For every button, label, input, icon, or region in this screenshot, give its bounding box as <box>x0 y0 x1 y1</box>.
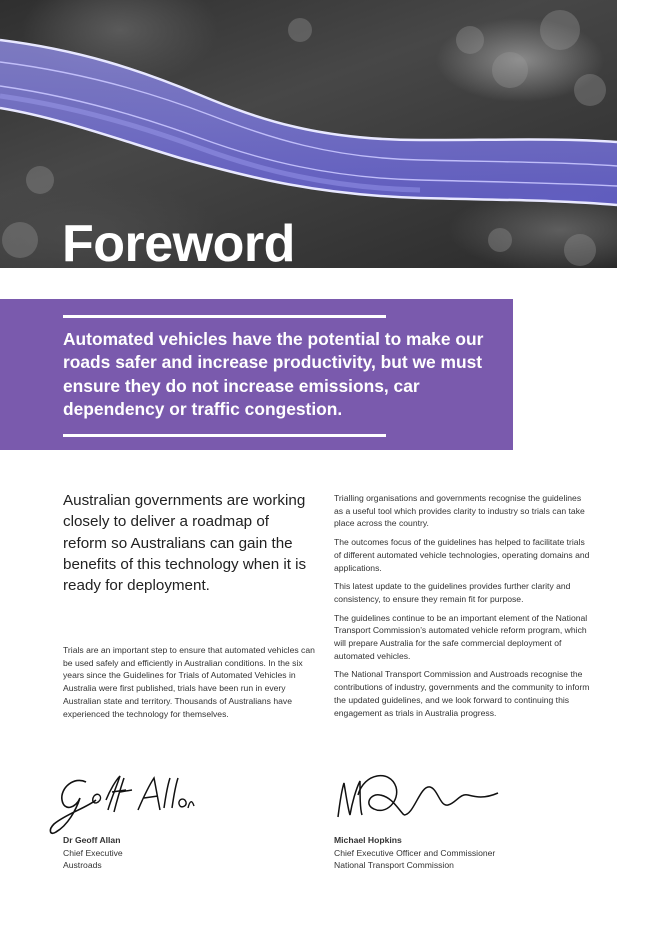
signatory-organisation: Austroads <box>63 860 102 870</box>
signatory-name: Dr Geoff Allan <box>63 835 121 845</box>
signatory-name: Michael Hopkins <box>334 835 402 845</box>
highlight-quote: Automated vehicles have the potential to make our roads safer and increase productivity, but we must ensure they do not increase emissions, car dependency or traffic congestion. <box>63 329 484 419</box>
signatory-role: Chief Executive <box>63 847 123 858</box>
signatory-block-2 <box>334 834 594 872</box>
signature-michael-hopkins <box>334 765 504 825</box>
signature-geoff-allan <box>46 770 196 840</box>
signatory-role: Chief Executive Officer and Commissioner <box>334 847 496 858</box>
right-paragraph: The guidelines continue to be an important element of the National Transport Commission’s automated vehicle reform program, which will prepare Australia for the safe commercial deployment of automated vehicles. <box>334 612 588 661</box>
quote-divider-top <box>63 315 386 318</box>
quote-divider-bottom <box>63 434 386 437</box>
page-title: Foreword <box>62 215 295 268</box>
right-column <box>334 492 590 725</box>
left-body-paragraph: Trials are an important step to ensure that automated vehicles can be used safely and efficiently in Australian conditions. In the six years since the Guidelines for Trials of Automated Vehicles in Australia were first published, trials have been run in every Australian state and territory. Thousands of Australians have experienced the technology for themselves. <box>63 645 315 719</box>
right-paragraph: The National Transport Commission and Austroads recognise the contributions of industry, governments and the community to inform the updated guidelines, and we look forward to continuing this engagement as trials in Australia progress. <box>334 669 590 718</box>
lead-paragraph: Australian governments are working closely to deliver a roadmap of reform so Australians can gain the benefits of this technology when it is ready for deployment. <box>63 492 307 595</box>
signatory-organisation: National Transport Commission <box>334 860 454 870</box>
hero-image <box>0 0 617 268</box>
right-paragraph: This latest update to the guidelines provides further clarity and consistency, to ensure they remain fit for purpose. <box>334 581 571 604</box>
right-paragraph: Trialling organisations and governments recognise the guidelines as a useful tool which provides clarity to industry so trials can take place across the country. <box>334 493 585 529</box>
right-paragraph: The outcomes focus of the guidelines has helped to facilitate trials of different automated vehicle technologies, operating domains and applications. <box>334 537 590 573</box>
signatory-block-1 <box>63 834 263 872</box>
